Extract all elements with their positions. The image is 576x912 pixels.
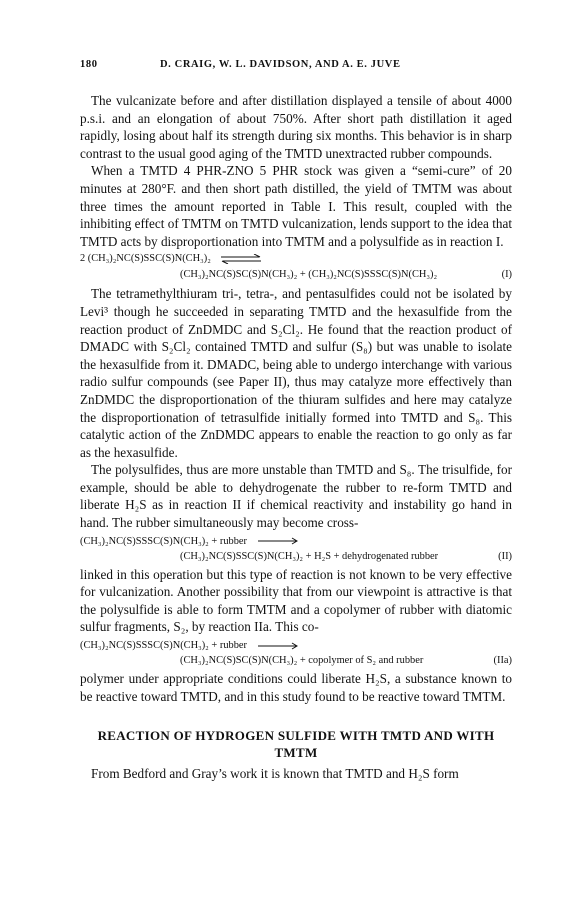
equation-right-side: (CH₃)₂NC(S)SSC(S)N(CH₃)₂ + H₂S + dehydrogenated rubber — [180, 550, 439, 562]
equation-tag: (I) — [501, 269, 512, 281]
paragraph: The vulcanizate before and after distillation displayed a tensile of about 4000 p.s.i. and an elongation of about 750%. After short path distillation it aged rapidly, losing about half its strength during six months. This behavior is in sharp contrast to the usual good aging of the TMTD unextracted rubber compounds. — [80, 93, 512, 161]
equation-tag: (II) — [498, 550, 512, 562]
equation-tag: (IIa) — [493, 655, 512, 667]
running-head: D. CRAIG, W. L. DAVIDSON, AND A. E. JUVE — [160, 59, 401, 70]
article-body — [80, 92, 512, 783]
paragraph: linked in this operation but this type of reaction is not known to be very effective for vulcanization. Another possibility that from our viewpoint is attractive is that the polysulfide is able to form TMTM and a copolymer of rubber with diatomic sulfur fragments, S₂, by reaction IIa. This co- — [80, 566, 512, 635]
equation-ii-reactants — [80, 534, 512, 549]
reaction-arrow-icon — [256, 641, 300, 651]
equation-left-side: (CH₃)₂NC(S)SSSC(S)N(CH₃)₂ + rubber — [80, 535, 247, 547]
equation-iia-products — [80, 653, 512, 668]
paragraph: The polysulfides, thus are more unstable than TMTD and S₈. The trisulfide, for example, should be able to dehydrogenate the rubber to re-form TMTD and liberate H₂S as in reaction II if chemical reactivity and instability go hand in hand. The rubber simultaneously may become cross- — [80, 462, 512, 531]
equation-right-side: (CH₃)₂NC(S)SC(S)N(CH₃)₂ + (CH₃)₂NC(S)SSSC(S)N(CH₃)₂ — [180, 269, 438, 281]
equilibrium-arrow-icon — [219, 254, 263, 264]
section-heading: REACTION OF HYDROGEN SULFIDE WITH TMTD AND WITH TMTM — [97, 728, 495, 761]
paragraph: From Bedford and Gray’s work it is known that TMTD and H₂S form — [91, 766, 459, 782]
equation-iia-reactants — [80, 638, 512, 653]
equation-ii-products — [80, 549, 512, 564]
reaction-arrow-icon — [256, 536, 300, 546]
paragraph: When a TMTD 4 PHR-ZNO 5 PHR stock was given a “semi-cure” of 20 minutes at 280°F. and then short path distilled, the yield of TMTM was about three times the amount reported in Table I. This result, coupled with the inhibiting effect of TMTM on TMTD vulcanization, lends support to the idea that TMTD acts by disproportionation into TMTM and a polysulfide as in reaction I. — [80, 163, 512, 249]
equation-i-reactant — [80, 251, 512, 266]
paragraph: polymer under appropriate conditions could liberate H₂S, a substance known to be reactive toward TMTD, and in this study found to be reactive toward TMTM. — [80, 671, 512, 704]
page-number: 180 — [80, 59, 98, 70]
equation-right-side: (CH₃)₂NC(S)SC(S)N(CH₃)₂ + copolymer of S₂ and rubber — [180, 655, 424, 667]
equation-i-products — [80, 267, 512, 282]
paragraph: The tetramethylthiuram tri-, tetra-, and pentasulfides could not be isolated by Levi³ though he succeeded in separating TMTD and the hexasulfide from the reaction product of ZnDMDC and S₂Cl₂. He found that the reaction product of DMADC with S₂Cl₂ contained TMTD and sulfur (S₈) but was unable to isolate the hexasulfide from it. DMADC, being able to undergo interchange with various radio sulfur compounds (see Paper II), thus may catalyze more effectively than ZnDMDC the disproportionation of the thiuram sulfides and here may catalyze the disproportionation of tetrasulfide initially formed into TMTD and S₈. This catalytic action of the ZnDMDC appears to enable the reaction to go only as far as the hexasulfide. — [80, 286, 512, 460]
equation-left-side: (CH₃)₂NC(S)SSSC(S)N(CH₃)₂ + rubber — [80, 640, 247, 652]
equation-left-side: 2 (CH₃)₂NC(S)SSC(S)N(CH₃)₂ — [80, 253, 211, 265]
